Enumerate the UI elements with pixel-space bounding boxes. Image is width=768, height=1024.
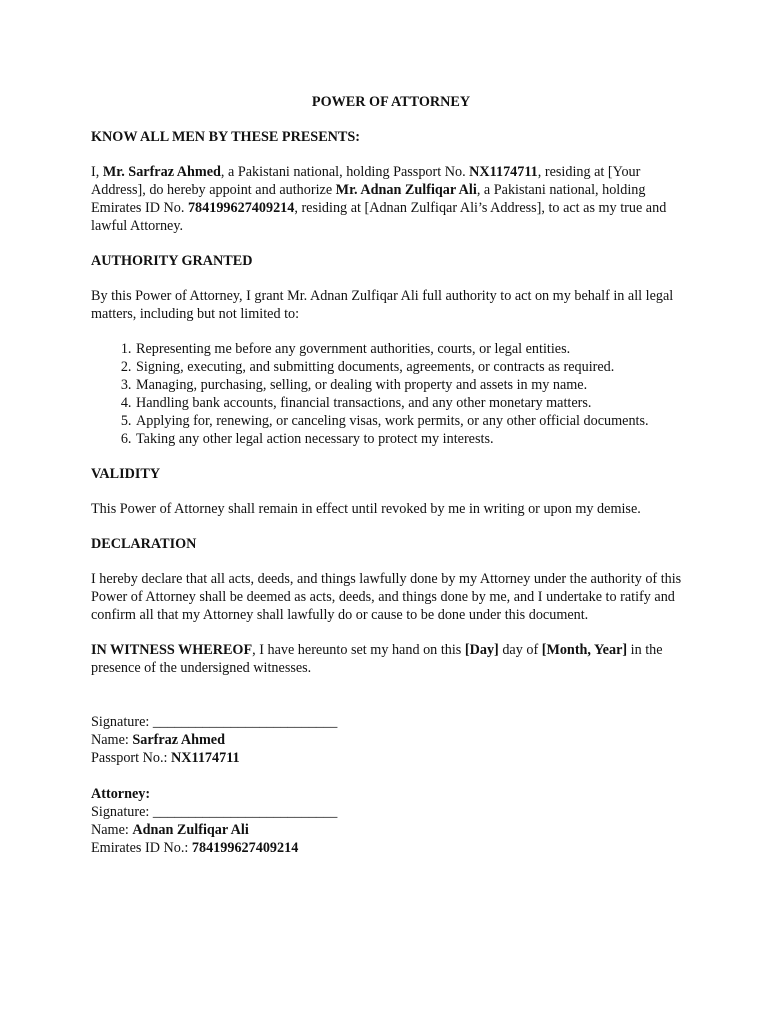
authority-heading: AUTHORITY GRANTED bbox=[91, 253, 253, 269]
witness-day: [Day] bbox=[464, 642, 499, 658]
validity-heading: VALIDITY bbox=[91, 466, 161, 482]
grantor-name: Mr. Sarfraz Ahmed bbox=[102, 164, 221, 180]
signature-label: Signature: bbox=[91, 804, 153, 820]
attorney-id-value: 784199627409214 bbox=[191, 840, 299, 856]
list-item: 6. Taking any other legal action necessary to protect my interests. bbox=[135, 430, 691, 448]
signature-label: Signature: bbox=[91, 714, 153, 730]
list-item: 1. Representing me before any government authorities, courts, or legal entities. bbox=[135, 340, 691, 358]
attorney-name-row bbox=[91, 821, 691, 839]
intro-text-5: , residing at [Adnan Zulfiqar Ali’s Address], to act as my true and lawful Attorney. bbox=[91, 200, 667, 234]
witness-text-3: in the presence of the undersigned witnesses. bbox=[91, 642, 663, 676]
know-all-heading: KNOW ALL MEN BY THESE PRESENTS: bbox=[91, 129, 360, 145]
attorney-heading: Attorney: bbox=[91, 786, 151, 802]
grantor-signature-block bbox=[91, 713, 691, 767]
emirates-id-label: Emirates ID No.: bbox=[91, 840, 192, 856]
document-title: POWER OF ATTORNEY bbox=[311, 94, 471, 110]
emirates-id-number: 784199627409214 bbox=[187, 200, 295, 216]
authority-paragraph: By this Power of Attorney, I grant Mr. Adnan Zulfiqar Ali full authority to act on my behalf in all legal matters, including but not limited to: bbox=[91, 288, 674, 322]
witness-paragraph bbox=[91, 641, 691, 677]
witness-lead: IN WITNESS WHEREOF bbox=[91, 642, 253, 658]
list-item: 5. Applying for, renewing, or canceling visas, work permits, or any other official documents. bbox=[135, 412, 691, 430]
attorney-signature-name: Adnan Zulfiqar Ali bbox=[132, 822, 249, 838]
document-body bbox=[91, 93, 691, 857]
grantor-passport-row bbox=[91, 749, 691, 767]
list-item: 2. Signing, executing, and submitting documents, agreements, or contracts as required. bbox=[135, 358, 691, 376]
grantor-signature-row bbox=[91, 713, 691, 731]
attorney-name: Mr. Adnan Zulfiqar Ali bbox=[335, 182, 477, 198]
intro-text-2: , a Pakistani national, holding Passport No. bbox=[220, 164, 470, 180]
declaration-paragraph: I hereby declare that all acts, deeds, and things lawfully done by my Attorney under the authority of this Power of Attorney shall be deemed as acts, deeds, and things done by me, and I undertake to ratify and confirm all that my Attorney shall lawfully do or cause to be done under this document. bbox=[91, 571, 682, 623]
name-label: Name: bbox=[91, 732, 133, 748]
passport-number: NX1174711 bbox=[469, 164, 538, 180]
intro-text-1: I, bbox=[91, 164, 103, 180]
witness-text-2: day of bbox=[498, 642, 542, 658]
intro-paragraph bbox=[91, 163, 691, 235]
intro-text-3: , residing at [Your Address], do hereby appoint and authorize bbox=[91, 164, 641, 198]
grantor-passport-value: NX1174711 bbox=[171, 750, 240, 766]
grantor-signature-name: Sarfraz Ahmed bbox=[132, 732, 225, 748]
signature-line: __________________________ bbox=[152, 714, 338, 730]
attorney-signature-block bbox=[91, 785, 691, 857]
grantor-name-row bbox=[91, 731, 691, 749]
name-label: Name: bbox=[91, 822, 133, 838]
witness-month-year: [Month, Year] bbox=[541, 642, 628, 658]
list-item: 3. Managing, purchasing, selling, or dealing with property and assets in my name. bbox=[135, 376, 691, 394]
intro-text-4: , a Pakistani national, holding Emirates ID No. bbox=[91, 182, 646, 216]
attorney-id-row bbox=[91, 839, 691, 857]
passport-label: Passport No.: bbox=[91, 750, 172, 766]
list-item: 4. Handling bank accounts, financial transactions, and any other monetary matters. bbox=[135, 394, 691, 412]
signature-line: __________________________ bbox=[152, 804, 338, 820]
declaration-heading: DECLARATION bbox=[91, 536, 197, 552]
witness-text-1: , I have hereunto set my hand on this bbox=[252, 642, 465, 658]
attorney-signature-row bbox=[91, 803, 691, 821]
attorney-heading-row bbox=[91, 785, 691, 803]
authority-list bbox=[91, 340, 691, 448]
validity-paragraph: This Power of Attorney shall remain in effect until revoked by me in writing or upon my demise. bbox=[91, 501, 641, 517]
